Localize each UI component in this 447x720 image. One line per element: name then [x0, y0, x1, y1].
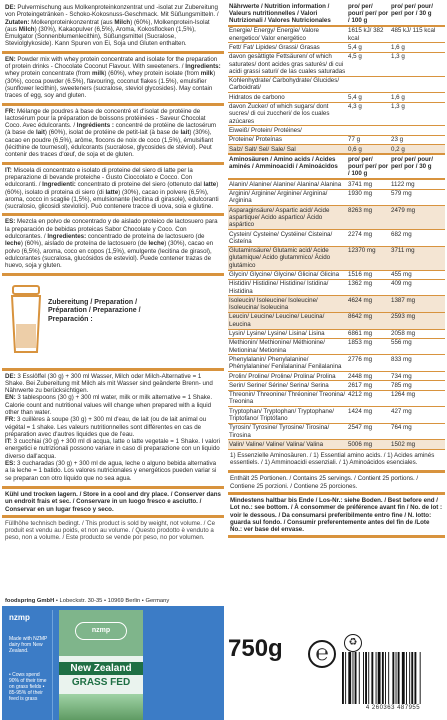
- text-block-es: ES: Mezcla en polvo de concentrado y de aislado proteico de lactosuero para la preparación de bebidas proteicas Sabor Chocolate y Coco. Con edulcorantes. / Ingredientes: concentrado de proteína de lactosuero (de leche) (60%), aislado de proteína de lactosuero (de leche) (30%), cacao en polvo (6,5%), aroma, coco en copos (1,5%), emulgente (lecitina de girasol), edulcorantes (sucralosa, glucósidos de esteviol). Puede contener trazas de huevo, soja y gluten.: [2, 216, 224, 275]
- value-per-100g: 3741 mg: [347, 179, 390, 189]
- barcode-number: 4 260363 487955: [365, 705, 421, 711]
- value-per-100g: 1853 mg: [347, 338, 390, 355]
- value-per-100g: 1424 mg: [347, 407, 390, 424]
- best-before-info: Mindestens haltbar bis Ende / Los-Nr.: siehe Boden. / Best before end / Lot no.: see bottom. / À consommer de préférence avant fin / No. de lot : voir le dessous. / Da consumarsi preferibilmente entro fine / N. lotto: guarda sul fondo. / Consumir preferentemente antes del fin de /Lote No.: ver base del envase.: [228, 495, 445, 538]
- storage-note: Kühl und trocken lagern. / Store in a cool and dry place. / Conserver dans un endroit frais et sec. / Conservare in un luogo fresco e asciutto. / Conservar en un lugar fresco y seco.: [2, 486, 224, 518]
- nutrient-name: Phenylalanin/ Phenylalanine/ Phénylalanine/ Fenilalanina/ Fenilalanina: [228, 355, 347, 372]
- barcode-bar: [409, 652, 410, 704]
- nutrient-name: Histidin/ Histidine/ Histidine/ Istidina/ Histidina: [228, 279, 347, 296]
- nutrient-name: Aminosäuren / Amino acids / Acides aminés / Amminoacidi / Aminoácidos: [228, 154, 347, 179]
- technical-note: Füllhöhe technisch bedingt. / This product is sold by weight, not volume. / Ce produit est vendu au poids, et non au volume. / Questo prodotto è venduto a peso, non a volume. / Este producto se vende por peso, no por volumen.: [5, 519, 216, 542]
- barcode-bar: [376, 652, 377, 704]
- amino-row: [228, 246, 445, 270]
- value-per-30g: 1387 mg: [390, 296, 445, 313]
- value-per-100g: 1362 mg: [347, 279, 390, 296]
- barcode-bar: [348, 652, 351, 704]
- nutrient-name: Hidratos de carbono: [228, 93, 347, 102]
- value-per-30g: 556 mg: [390, 338, 445, 355]
- amino-row: [228, 279, 445, 296]
- amino-row: [228, 440, 445, 449]
- value-per-100g: 2776 mg: [347, 355, 390, 372]
- barcode-bar: [396, 652, 397, 704]
- prep-title-line: Zubereitung / Preparation /: [48, 298, 138, 306]
- amino-row: [228, 270, 445, 279]
- nutrient-name: Salz/ Salt/ Sel/ Sale/ Sal: [228, 145, 347, 155]
- nzmp-logo: nzmp: [9, 613, 30, 622]
- amino-footnote: 1) Essenzielle Aminosäuren. / 1) Essential amino acids. / 1) Acides aminés essentiels. / 1) Amminoacidi essenziali. / 1) Aminoácidos esenciales.: [230, 451, 435, 467]
- nutrition-header-row: [228, 2, 445, 26]
- amino-row: [228, 179, 445, 189]
- value-per-100g: 8263 mg: [347, 206, 390, 230]
- nutrient-name: Arginin/ Arginine/ Arginine/ Arginina/ Arginina: [228, 189, 347, 206]
- value-per-100g: 5006 mg: [347, 440, 390, 449]
- value-per-30g: 1502 mg: [390, 440, 445, 449]
- value-per-100g: 1615 kJ/ 382 kcal: [347, 26, 390, 43]
- amino-row: [228, 296, 445, 313]
- value-per-30g: 2479 mg: [390, 206, 445, 230]
- value-per-30g: pro/ per/ pour/ per/ por / 30 g: [390, 154, 445, 179]
- value-per-30g: 455 mg: [390, 270, 445, 279]
- barcode-bar: [345, 652, 346, 704]
- preparation-text: DE: 3 Esslöffel (30 g) + 300 ml Wasser, Milch oder Milch-Alternative = 1 Shake. Bei Zubereitung mit Milch als mit Wasser sind geänderte Brenn- und Nährwerte zu berücksichtigen. EN: 3 tablespoons (30 g) + 300 ml water, milk or milk alternative = 1 Shake. Calorie count and nutritional values will change when prepared with a liquid other than water. FR: 3 cuillères à soupe (30 g) + 300 ml d'eau, de lait (ou de lait animal ou végétal = 1 shake. Les valeurs nutritionnelles sont différentes en cas de préparation avec d'autres liquides que de l'eau. IT: 3 cucchiai (30 g) + 300 ml di acqua, latte o latte vegetale = 1 Shake. I valori energetici e nutrizionali possono variare in caso di preparazione con un liquido diverso dall'acqua. ES: 3 cucharadas (30 g) + 300 ml de agua, leche o alguno bebida alternativa a la leche = 1 batido. Los valores nutricionales y energéticos pueden variar si se preparan con otro líquido que no sea agua.: [5, 372, 220, 482]
- barcode-bar: [368, 652, 369, 704]
- amino-row: [228, 407, 445, 424]
- value-per-100g: 1516 mg: [347, 270, 390, 279]
- value-per-30g: 833 mg: [390, 355, 445, 372]
- nutrient-name: Glutaminsäure/ Glutamic acid/ Acide glutamique/ Acido glutammico/ Ácido glutámico: [228, 246, 347, 270]
- nutrient-name: Cystein/ Cysteine/ Cystéine/ Cisteina/ Cisteína: [228, 230, 347, 247]
- value-per-100g: [347, 76, 390, 93]
- amino-header-row: [228, 154, 445, 179]
- nutrient-name: Alanin/ Alanine/ Alanine/ Alanina/ Alanina: [228, 179, 347, 189]
- value-per-30g: 485 kJ/ 115 kcal: [390, 26, 445, 43]
- value-per-100g: 4,3 g: [347, 102, 390, 126]
- value-per-30g: 1,3 g: [390, 52, 445, 76]
- value-per-30g: 2058 mg: [390, 329, 445, 338]
- barcode-bar: [402, 652, 405, 704]
- grass-fed-line2: GRASS FED: [71, 677, 131, 688]
- value-per-30g: [390, 126, 445, 135]
- nutrient-name: Glycin/ Glycine/ Glycine/ Glicina/ Glicina: [228, 270, 347, 279]
- nutrient-name: davon gesättigte Fettsäuren/ of which saturates/ dont acides gras saturés/ di cui acidi grassi saturi/ de las cuales saturadas: [229, 53, 346, 75]
- nutrition-row: [228, 26, 445, 43]
- value-per-100g: 5,4 g: [347, 93, 390, 102]
- value-per-100g: 4624 mg: [347, 296, 390, 313]
- nzmp-text: Made with NZMP dairy from New Zealand.: [9, 636, 48, 654]
- value-per-100g: pro/ per/ pour/ per/ por / 100 g: [348, 2, 389, 25]
- barcode-bar: [406, 652, 407, 704]
- amino-row: [228, 230, 445, 247]
- value-per-100g: 4212 mg: [347, 390, 390, 407]
- value-per-100g: 1930 mg: [347, 189, 390, 206]
- nutrition-row: [228, 52, 445, 76]
- nutrient-name: Energie/ Energy/ Energie/ Valore energetico/ Valor energético: [228, 26, 347, 43]
- barcode-bar: [414, 652, 416, 704]
- value-per-30g: 682 mg: [390, 230, 445, 247]
- barcode-bar: [371, 652, 373, 704]
- nutrient-name: Nährwerte / Nutrition information / Valeurs nutritionnelles / Valori Nutrizionali / Valores Nutricionales: [228, 2, 347, 26]
- nzmp-logo-2: nzmp: [75, 622, 127, 640]
- value-per-100g: 2617 mg: [347, 381, 390, 390]
- barcode-bar: [363, 652, 364, 704]
- nutrient-name: Kohlenhydrate/ Carbohydrate/ Glucides/ Carboidrati/: [228, 76, 347, 93]
- text-block-fr: FR: Mélange de poudres à base de concentré et d'isolat de protéine de lactosérum pour la préparation de boissons protéinées - Saveur Chocolat Coco. Avec édulcorants. / Ingrédients : concentré de protéine de lactosérum (à base de lait) (60%), isolat de protéine de petit-lait (à base de lait) (30%), cacao en poudre (6,5%), arôme, flocons de noix de coco (1,5%), émulsifiant (lécithine de tournesol), édulcorants (sucralose, glycosides de stéviol). Peut contenir des traces d'œuf, de soja et de gluten.: [2, 106, 224, 165]
- value-per-30g: 764 mg: [390, 423, 445, 440]
- value-per-30g: 427 mg: [390, 407, 445, 424]
- amino-row: [228, 206, 445, 230]
- prep-title-line: Préparation / Preparazione /: [48, 307, 141, 315]
- value-per-30g: 1264 mg: [390, 390, 445, 407]
- grass-fed-field: [59, 694, 143, 720]
- barcode-bar: [392, 652, 394, 704]
- grass-fed-badge: [59, 610, 143, 720]
- value-per-100g: 2448 mg: [347, 372, 390, 381]
- nutrient-name: Prolin/ Proline/ Proline/ Prolina/ Prolina: [228, 372, 347, 381]
- barcode-icon: [340, 650, 445, 706]
- value-per-30g: 3711 mg: [390, 246, 445, 270]
- value-per-100g: 5,4 g: [347, 43, 390, 52]
- nutrient-name: Tryptophan/ Tryptophan/ Tryptophane/ Triptofano/ Triptófano: [228, 407, 347, 424]
- barcode-bar: [420, 652, 421, 704]
- nutrient-name: Eiweiß/ Protein/ Protéines/: [228, 126, 347, 135]
- preparation-title: [48, 299, 141, 325]
- amino-row: [228, 381, 445, 390]
- servings-info: Enthält 25 Portionen. / Contains 25 servings. / Contient 25 portions. / Contiene 25 porzioni. / Contiene 25 porciones.: [228, 470, 445, 495]
- nzmp-cows-text: • Cows spend 90% of their time on grass fields • 85-95% of their feed is grass: [9, 672, 47, 702]
- value-per-100g: 77 g: [347, 135, 390, 144]
- net-weight: 750g: [228, 635, 283, 662]
- value-per-30g: 1122 mg: [390, 179, 445, 189]
- nutrient-name: Methionin/ Methionine/ Méthionine/ Metionina/ Metionina: [228, 338, 347, 355]
- value-per-100g: 6861 mg: [347, 329, 390, 338]
- grass-fed-line1: New Zealand: [59, 662, 143, 675]
- barcode-bar: [342, 652, 344, 704]
- value-per-100g: 0,6 g: [347, 145, 390, 155]
- nutrient-name: Valin/ Valine/ Valine/ Valina/ Valina: [228, 440, 347, 449]
- value-per-100g: 4,5 g: [347, 52, 390, 76]
- value-per-100g: 12370 mg: [347, 246, 390, 270]
- value-per-100g: 8642 mg: [347, 312, 390, 329]
- barcode-bar: [385, 652, 386, 704]
- value-per-100g: [347, 126, 390, 135]
- nutrition-row: [228, 43, 445, 52]
- prep-title-line: Preparación :: [48, 315, 93, 323]
- amino-row: [228, 355, 445, 372]
- value-per-100g: pro/ per/ pour/ per/ por / 100 g: [348, 155, 389, 178]
- e-mark-icon: ℮: [308, 640, 336, 668]
- nutrient-name: Tyrosin/ Tyrosine/ Tyrosine/ Tirosina/ Tirosina: [228, 423, 347, 440]
- value-per-100g: 2547 mg: [347, 423, 390, 440]
- nutrient-name: Lysin/ Lysine/ Lysine/ Lisina/ Lisina: [228, 329, 347, 338]
- preparation-header: [2, 276, 224, 371]
- barcode-bar: [378, 652, 381, 704]
- recycle-icon: ♻: [344, 634, 362, 652]
- value-per-30g: 23 g: [390, 135, 445, 144]
- value-per-30g: 785 mg: [390, 381, 445, 390]
- text-block-it: IT: Miscela di concentrato e isolato di proteine del siero di latte per la preparazione di bevande proteiche - Gusto Cioccolato e Cocco. Con edulcoranti. / Ingredienti: concentrato di proteine del siero (ottenuto dal latte) (60%), isolato di proteina di siero (di latte) (30%), cacao in polvere (6,5%), aroma, cocco in scaglie (1,5%), emulsionante (lecitina di girasole), edulcoranti (sucralosio, glicosidi steviolici). Può contenere tracce di uova, soia e glutine.: [2, 165, 224, 217]
- badges-area: [2, 606, 224, 720]
- amino-row: [228, 312, 445, 329]
- amino-row: [228, 372, 445, 381]
- barcode-bar: [359, 652, 360, 704]
- nutrition-row: [228, 145, 445, 155]
- nutrition-row: [228, 135, 445, 144]
- nutrition-row: [228, 76, 445, 93]
- value-per-30g: 1,6 g: [390, 93, 445, 102]
- nutrient-name: Isoleucin/ Isoleucine/ Isoleucine/ Isoleucina/ Isoleucina: [228, 296, 347, 313]
- barcode-bar: [388, 652, 389, 704]
- shaker-icon: [7, 284, 45, 356]
- barcode-bar: [355, 652, 357, 704]
- text-block-en: EN: Powder mix with whey protein concentrate and isolate for the preparation of protein drinks - Chocolate Coconut Flavour. With sweeteners. / Ingredients: whey protein concentrate (from milk) (60%), whey protein isolate (from milk) (30%), cocoa powder (6.5%), flavouring, coconut flakes (1.5%), emulsifier (sunflower lecithin), sweeteners (sucralose, steviol glycosides). May contain traces of egg, soy and gluten.: [2, 54, 224, 106]
- value-per-30g: 1,6 g: [390, 43, 445, 52]
- barcode-bar: [365, 652, 367, 704]
- value-per-100g: 2274 mg: [347, 230, 390, 247]
- text-block-de: DE: Pulvermischung aus Molkenproteinkonzentrat und -isolat zur Zubereitung von Proteingetränken - Schoko-Kokosnuss-Geschmack. Mit Süßungsmitteln. / Zutaten: Molkenproteinkonzentrat (aus Milch) (60%), Molkenprotein-Isolat (aus Milch) (30%), Kakaopulver (6,5%), Aroma, Kokosflocken (1,5%), Emulgator (Sonnenblumenlecithin), Süßungsmittel (Sucralose, Steviolglykoside). Kann Spuren von Ei, Soja und Gluten enthalten.: [2, 2, 224, 54]
- nutrient-name: Threonin/ Threonine/ Thréonine/ Treonina/ Treonina: [229, 391, 346, 406]
- nutrient-name: Asparaginsäure/ Aspartic acid/ Acide aspartique/ Acido aspartico/ Ácido aspártico: [228, 206, 347, 230]
- company-address: foodspring GmbH • Lobeckstr. 30-35 • 10969 Berlin • Germany: [5, 598, 170, 604]
- value-per-30g: 0,2 g: [390, 145, 445, 155]
- value-per-30g: 409 mg: [390, 279, 445, 296]
- amino-row: [228, 390, 445, 407]
- amino-row: [228, 423, 445, 440]
- nutrient-name: Serin/ Serine/ Sérine/ Serina/ Serina: [228, 381, 347, 390]
- value-per-30g: [390, 76, 445, 93]
- nutrient-name: davon Zucker/ of which sugars/ dont sucres/ di cui zuccheri/ de los cuales azúcares: [228, 102, 347, 126]
- nzmp-badge: [5, 610, 53, 720]
- barcode-bar: [382, 652, 384, 704]
- nutrition-table: [228, 2, 445, 450]
- ingredients-column: [2, 2, 224, 544]
- barcode-bar: [398, 652, 400, 704]
- nutrition-row: [228, 93, 445, 102]
- value-per-30g: 734 mg: [390, 372, 445, 381]
- barcode-bar: [411, 652, 413, 704]
- amino-row: [228, 189, 445, 206]
- nutrient-name: Leucin/ Leucine/ Leucine/ Leucina/ Leucina: [228, 312, 347, 329]
- nutrition-row: [228, 102, 445, 126]
- value-per-30g: 579 mg: [390, 189, 445, 206]
- value-per-30g: 1,3 g: [390, 102, 445, 126]
- nutrient-name: Fett/ Fat/ Lipides/ Grassi/ Grasas: [228, 43, 347, 52]
- nutrition-row: [228, 126, 445, 135]
- nutrient-name: Proteine/ Proteínas: [228, 135, 347, 144]
- value-per-30g: 2593 mg: [390, 312, 445, 329]
- amino-row: [228, 338, 445, 355]
- nutrition-column: [228, 2, 445, 538]
- barcode-bar: [353, 652, 354, 704]
- amino-row: [228, 329, 445, 338]
- value-per-30g: pro/ per/ pour/ per/ por / 30 g: [390, 2, 445, 26]
